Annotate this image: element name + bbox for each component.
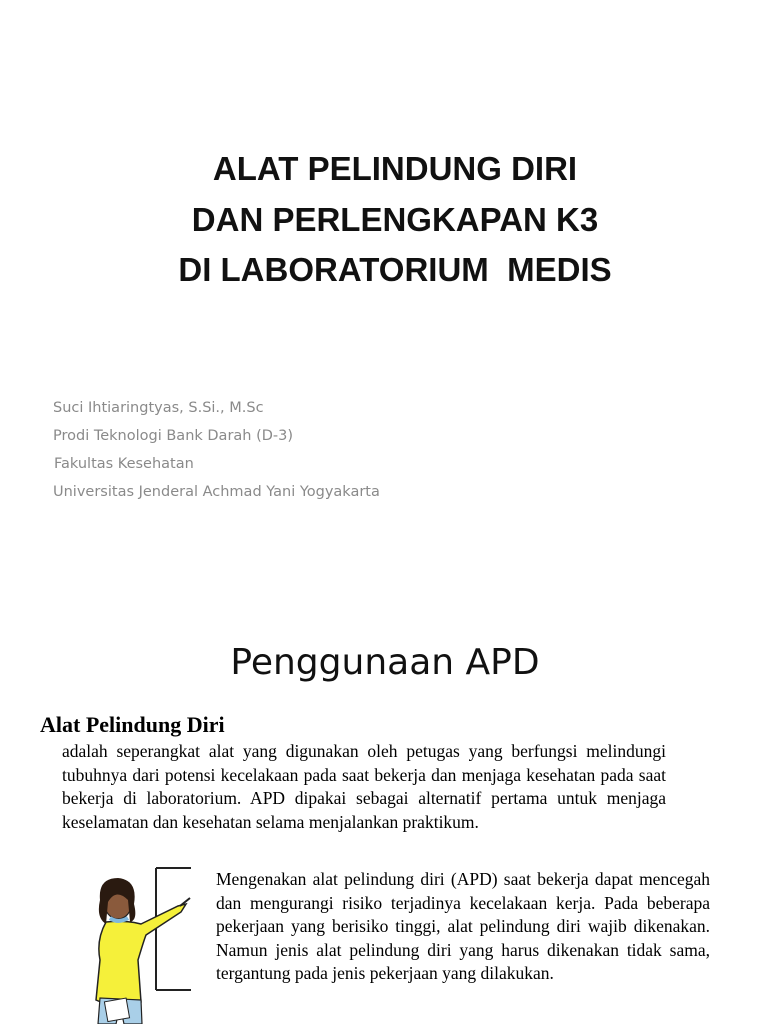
university-name: Universitas Jenderal Achmad Yani Yogyakarta bbox=[53, 484, 380, 500]
author-name: Suci Ihtiaringtyas, S.Si., M.Sc bbox=[53, 400, 264, 416]
slide1-title bbox=[0, 144, 768, 296]
program-name: Prodi Teknologi Bank Darah (D-3) bbox=[53, 428, 294, 444]
definition-paragraph: adalah seperangkat alat yang digunakan oleh petugas yang berfungsi melindungi tubuhnya dari potensi kecelakaan pada saat bekerja dan menjaga kesehatan pada saat bekerja di laboratorium. APD dipakai sebagai alternatif pertama untuk menjaga keselamatan dan kesehatan selama menjalankan praktikum. bbox=[62, 741, 666, 832]
slide2-title: Penggunaan APD bbox=[230, 642, 540, 683]
title-line: ALAT PELINDUNG DIRI bbox=[212, 150, 578, 187]
title-line: DI LABORATORIUM MEDIS bbox=[178, 251, 612, 288]
title-line: DAN PERLENGKAPAN K3 bbox=[191, 200, 599, 238]
slide1-subtitle bbox=[53, 394, 380, 506]
section-heading: Alat Pelindung Diri bbox=[40, 712, 225, 737]
person-pointing-board-icon bbox=[86, 860, 211, 1024]
apd-usage-paragraph: Mengenakan alat pelindung diri (APD) saat bekerja dapat mencegah dan mengurangi risiko terjadinya kecelakaan kerja. Pada beberapa pekerjaan yang berisiko tinggi, alat pelindung diri wajib dikenakan. Namun jenis alat pelindung diri yang harus dikenakan tidak sama, tergantung pada jenis pekerjaan yang dilakukan. bbox=[216, 869, 710, 984]
faculty-name: Fakultas Kesehatan bbox=[54, 456, 194, 472]
